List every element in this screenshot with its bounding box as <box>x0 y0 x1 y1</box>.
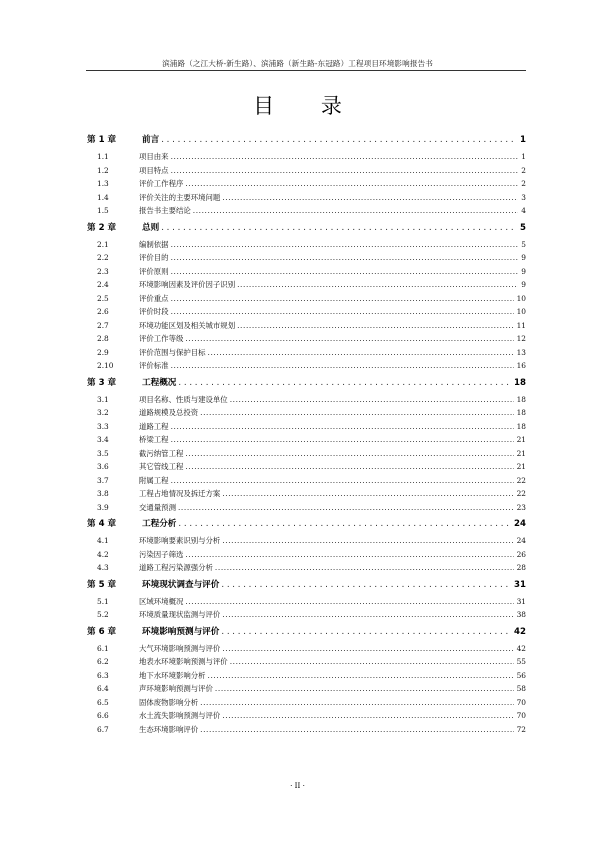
dot-leader <box>171 265 519 279</box>
dot-leader <box>178 373 511 393</box>
dot-leader <box>171 238 519 252</box>
toc-entry-title: 环境影响因素及评价因子识别 <box>139 280 236 289</box>
dot-leader <box>200 723 513 737</box>
toc-section-entry <box>85 265 526 279</box>
dot-leader <box>171 292 514 306</box>
dot-leader <box>185 548 513 562</box>
toc-entry-title: 附属工程 <box>139 475 169 485</box>
toc-entry-title: 评价关注的主要环境问题 <box>139 192 221 202</box>
toc-entry-number: 1.2 <box>97 165 109 175</box>
toc-entry-number: 2.10 <box>97 361 114 370</box>
toc-entry-number: 第 5 章 <box>87 579 117 590</box>
toc-entry-title: 其它管线工程 <box>139 462 184 471</box>
dot-leader <box>215 682 514 696</box>
toc-entry-title: 评价工作等级 <box>139 334 184 343</box>
dot-leader <box>193 204 519 218</box>
page-number: · II · <box>290 781 305 790</box>
toc-entry-title: 区域环境概况 <box>139 596 184 606</box>
toc-entry-page: 3 <box>521 192 526 202</box>
toc-chapter-entry <box>85 575 526 595</box>
toc-entry-page: 58 <box>516 684 526 693</box>
toc-entry-page: 1 <box>520 135 526 145</box>
toc-entry-number: 6.6 <box>97 711 109 720</box>
dot-leader <box>171 420 514 434</box>
toc-entry-number: 2.1 <box>97 239 109 249</box>
toc-entry-page: 18 <box>516 421 526 431</box>
toc-section-entry <box>85 548 526 562</box>
dot-leader <box>185 332 513 346</box>
toc-entry-page: 70 <box>516 697 526 707</box>
toc-entry-page: 10 <box>516 307 526 316</box>
toc-entry-title: 生态环境影响评价 <box>139 724 199 734</box>
toc-entry-title: 声环境影响预测与评价 <box>139 684 213 693</box>
toc-entry-number: 2.4 <box>97 280 109 289</box>
toc-entry-number: 5.1 <box>97 596 109 606</box>
toc-entry-number: 4.3 <box>97 563 109 572</box>
toc-entry-title: 工程分析 <box>142 519 177 529</box>
toc-entry-page: 72 <box>516 724 526 734</box>
toc-entry-title: 地表水环境影响预测与评价 <box>139 657 228 666</box>
toc-section-entry <box>85 292 526 306</box>
toc-entry-number: 6.7 <box>97 724 109 734</box>
toc-entry-title: 工程概况 <box>142 377 177 388</box>
toc-entry-page: 42 <box>516 643 526 653</box>
toc-entry-page: 4 <box>521 206 526 215</box>
toc-section-entry <box>85 359 526 373</box>
dot-leader <box>222 191 518 205</box>
toc-section-entry <box>85 204 526 218</box>
toc-entry-title: 前言 <box>142 135 160 145</box>
toc-entry-number: 6.3 <box>97 670 109 680</box>
toc-entry-title: 地下水环境影响分析 <box>139 670 206 680</box>
toc-entry-title: 环境影响预测与评价 <box>142 626 220 637</box>
dot-leader <box>171 474 514 488</box>
toc-entry-page: 24 <box>514 519 526 529</box>
toc-entry-page: 5 <box>520 222 526 233</box>
toc-entry-number: 1.4 <box>97 192 109 202</box>
toc-entry-page: 26 <box>516 549 526 559</box>
toc-entry-page: 9 <box>521 280 526 289</box>
toc-entry-number: 3.7 <box>97 475 109 485</box>
toc-section-entry <box>85 501 526 515</box>
toc-entry-title: 评价时段 <box>139 307 169 316</box>
dot-leader <box>230 393 514 407</box>
toc-entry-page: 21 <box>516 435 526 444</box>
toc-section-entry <box>85 487 526 501</box>
toc-section-entry <box>85 669 526 683</box>
dot-leader <box>237 319 514 333</box>
toc-chapter-entry <box>85 130 526 150</box>
toc-chapter-entry <box>85 218 526 238</box>
dot-leader <box>171 433 514 447</box>
toc-entry-number: 2.2 <box>97 253 109 262</box>
toc-section-entry <box>85 406 526 420</box>
toc-entry-page: 23 <box>516 502 526 512</box>
toc-section-entry <box>85 251 526 265</box>
toc-entry-title: 大气环境影响预测与评价 <box>139 643 221 653</box>
toc-section-entry <box>85 655 526 669</box>
toc-entry-page: 38 <box>516 610 526 619</box>
toc-entry-page: 16 <box>516 361 526 370</box>
dot-leader <box>185 447 513 461</box>
toc-entry-page: 1 <box>521 152 526 161</box>
toc-entry-title: 评价工作程序 <box>139 179 184 188</box>
toc-entry-number: 第 2 章 <box>87 222 117 233</box>
toc-entry-page: 18 <box>516 408 526 417</box>
toc-entry-number: 3.2 <box>97 408 109 417</box>
toc-entry-title: 环境功能区划及相关城市规划 <box>139 320 236 330</box>
dot-leader <box>230 655 514 669</box>
toc-entry-number: 4.1 <box>97 536 109 545</box>
dot-leader <box>171 150 519 164</box>
toc-entry-number: 第 1 章 <box>87 135 117 145</box>
toc-entry-page: 55 <box>516 657 526 666</box>
running-header: 滨浦路（之江大桥-新生路）、滨浦路（新生路-东冠路）工程项目环境影响报告书 <box>162 59 433 68</box>
toc-entry-number: 2.9 <box>97 347 109 357</box>
toc-entry-number: 3.4 <box>97 435 109 444</box>
toc-section-entry <box>85 191 526 205</box>
toc-entry-number: 6.1 <box>97 643 109 653</box>
toc-entry-title: 水土流失影响预测与评价 <box>139 711 221 720</box>
dot-leader <box>200 406 513 420</box>
toc-entry-title: 截污纳管工程 <box>139 448 184 458</box>
dot-leader <box>171 251 519 265</box>
toc-entry-page: 21 <box>516 462 526 471</box>
toc-entry-page: 31 <box>514 579 526 590</box>
toc-entry-number: 1.1 <box>97 152 109 161</box>
toc-entry-number: 3.6 <box>97 462 109 471</box>
dot-leader <box>171 164 519 178</box>
toc-chapter-entry <box>85 514 526 534</box>
toc-entry-number: 2.7 <box>97 320 109 330</box>
toc-entry-page: 9 <box>521 253 526 262</box>
header-rule <box>86 70 526 71</box>
toc-section-entry <box>85 608 526 622</box>
dot-leader <box>185 177 518 191</box>
toc-entry-number: 第 3 章 <box>87 377 117 388</box>
toc-entry-title: 道路规模及总投资 <box>139 408 199 417</box>
dot-leader <box>222 608 513 622</box>
toc-entry-page: 11 <box>516 320 526 330</box>
toc-entry-number: 6.4 <box>97 684 109 693</box>
toc-entry-number: 6.5 <box>97 697 109 707</box>
toc-section-entry <box>85 319 526 333</box>
toc-section-entry <box>85 278 526 292</box>
toc-section-entry <box>85 305 526 319</box>
toc-chapter-entry <box>85 373 526 393</box>
toc-section-entry <box>85 682 526 696</box>
toc-section-entry <box>85 561 526 575</box>
toc-section-entry <box>85 393 526 407</box>
toc-section-entry <box>85 709 526 723</box>
toc-entry-page: 22 <box>516 489 526 498</box>
toc-chapter-entry <box>85 622 526 642</box>
toc-entry-page: 13 <box>516 347 526 357</box>
toc-entry-number: 第 4 章 <box>87 519 117 529</box>
toc-entry-number: 3.1 <box>97 394 109 404</box>
toc-entry-title: 报告书主要结论 <box>139 206 191 215</box>
toc-entry-page: 10 <box>516 293 526 303</box>
toc-entry-title: 项目名称、性质与建设单位 <box>139 394 228 404</box>
toc-entry-number: 5.2 <box>97 610 109 619</box>
toc-entry-number: 3.9 <box>97 502 109 512</box>
toc-entry-title: 评价标准 <box>139 361 169 370</box>
toc-entry-number: 3.5 <box>97 448 109 458</box>
dot-leader <box>200 696 513 710</box>
toc-entry-title: 固体废物影响分析 <box>139 697 199 707</box>
dot-leader <box>215 561 514 575</box>
dot-leader <box>185 595 513 609</box>
toc-entry-page: 24 <box>516 536 526 545</box>
table-of-contents <box>85 130 526 736</box>
toc-section-entry <box>85 150 526 164</box>
toc-entry-number: 3.3 <box>97 421 109 431</box>
dot-leader <box>208 346 514 360</box>
toc-entry-page: 42 <box>514 626 526 637</box>
toc-section-entry <box>85 642 526 656</box>
toc-entry-page: 2 <box>521 165 526 175</box>
toc-entry-title: 评价范围与保护目标 <box>139 347 206 357</box>
toc-entry-page: 18 <box>514 377 526 388</box>
toc-entry-title: 项目特点 <box>139 165 169 175</box>
toc-entry-title: 环境影响要素识别与分析 <box>139 536 221 545</box>
dot-leader <box>222 487 513 501</box>
toc-entry-page: 70 <box>516 711 526 720</box>
dot-leader <box>178 514 511 534</box>
toc-entry-page: 12 <box>516 334 526 343</box>
toc-entry-page: 2 <box>521 179 526 188</box>
toc-section-entry <box>85 723 526 737</box>
toc-entry-title: 总则 <box>142 222 160 233</box>
toc-section-entry <box>85 474 526 488</box>
toc-entry-page: 21 <box>516 448 526 458</box>
toc-section-entry <box>85 177 526 191</box>
toc-entry-number: 2.3 <box>97 266 109 276</box>
toc-entry-page: 56 <box>516 670 526 680</box>
toc-entry-title: 评价重点 <box>139 293 169 303</box>
toc-section-entry <box>85 595 526 609</box>
toc-entry-title: 环境现状调查与评价 <box>142 579 220 590</box>
toc-section-entry <box>85 447 526 461</box>
toc-entry-page: 31 <box>516 596 526 606</box>
dot-leader <box>178 501 514 515</box>
toc-entry-title: 污染因子筛选 <box>139 549 184 559</box>
toc-entry-number: 1.5 <box>97 206 109 215</box>
dot-leader <box>222 534 513 548</box>
toc-entry-number: 6.2 <box>97 657 109 666</box>
toc-entry-number: 3.8 <box>97 489 109 498</box>
dot-leader <box>161 218 517 238</box>
toc-section-entry <box>85 420 526 434</box>
dot-leader <box>221 575 511 595</box>
toc-entry-number: 第 6 章 <box>87 626 117 637</box>
toc-entry-page: 22 <box>516 475 526 485</box>
toc-entry-title: 环境质量现状监测与评价 <box>139 610 221 619</box>
dot-leader <box>222 642 513 656</box>
toc-entry-number: 2.8 <box>97 334 109 343</box>
toc-section-entry <box>85 332 526 346</box>
toc-entry-page: 18 <box>516 394 526 404</box>
toc-section-entry <box>85 460 526 474</box>
dot-leader <box>185 460 513 474</box>
dot-leader <box>237 278 518 292</box>
toc-section-entry <box>85 696 526 710</box>
toc-entry-title: 交通量预测 <box>139 502 176 512</box>
toc-section-entry <box>85 346 526 360</box>
toc-section-entry <box>85 534 526 548</box>
toc-entry-number: 4.2 <box>97 549 109 559</box>
toc-entry-title: 工程占地情况及拆迁方案 <box>139 489 221 498</box>
toc-section-entry <box>85 238 526 252</box>
toc-entry-title: 评价原则 <box>139 266 169 276</box>
toc-entry-title: 评价目的 <box>139 253 169 262</box>
dot-leader <box>161 130 517 150</box>
toc-entry-title: 道路工程污染源强分析 <box>139 563 213 572</box>
toc-entry-title: 编制依据 <box>139 239 169 249</box>
toc-entry-page: 9 <box>521 266 526 276</box>
toc-entry-page: 28 <box>516 563 526 572</box>
toc-entry-page: 5 <box>521 239 526 249</box>
dot-leader <box>171 305 514 319</box>
dot-leader <box>171 359 514 373</box>
page-title: 目 录 <box>253 94 362 118</box>
toc-entry-number: 2.6 <box>97 307 109 316</box>
toc-section-entry <box>85 164 526 178</box>
toc-entry-title: 道路工程 <box>139 421 169 431</box>
toc-entry-title: 桥梁工程 <box>139 435 169 444</box>
dot-leader <box>208 669 514 683</box>
toc-entry-number: 1.3 <box>97 179 109 188</box>
dot-leader <box>222 709 513 723</box>
toc-section-entry <box>85 433 526 447</box>
toc-entry-number: 2.5 <box>97 293 109 303</box>
dot-leader <box>221 622 511 642</box>
toc-entry-title: 项目由来 <box>139 152 169 161</box>
